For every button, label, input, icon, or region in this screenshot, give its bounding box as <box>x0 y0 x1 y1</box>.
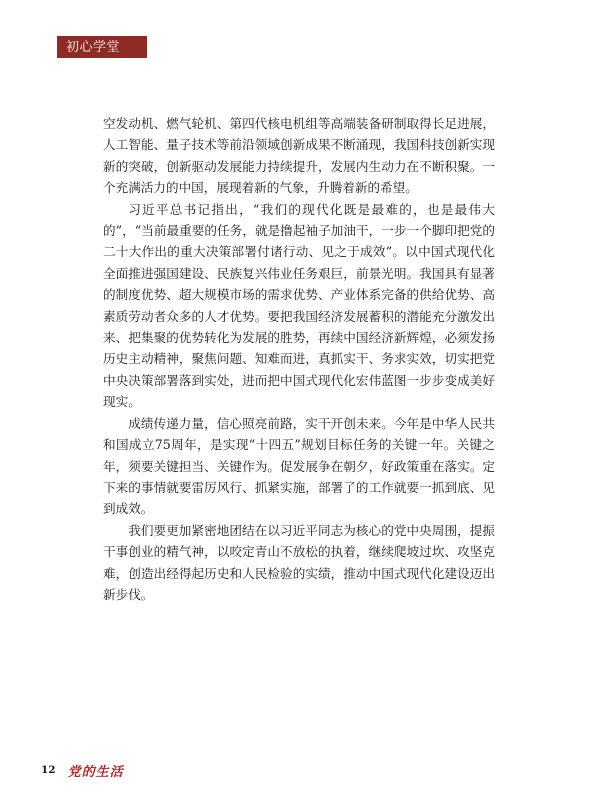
section-tab-label: 初心学堂 <box>66 39 121 55</box>
article-paragraph: 我们要更加紧密地团结在以习近平同志为核心的党中央周围，提振干事创业的精气神，以咬定青山不放松的执着，继续爬坡过坎、攻坚克难，创造出经得起历史和人民检验的实绩，推动中国式现代化建设迈出新步伐。 <box>103 522 495 602</box>
article-paragraph: 成绩传递力量，信心照亮前路，实干开创未来。今年是中华人民共和国成立75周年，是实现“十四五”规划目标任务的关键一年。关键之年，须要关键担当、关键作为。促发展争在朝夕，好政策重在落实。定下来的事情就要雷厉风行、抓紧实施，部署了的工作就要一抓到底、见到成效。 <box>103 415 495 517</box>
page-footer <box>41 760 124 780</box>
article-body <box>103 113 495 605</box>
article-paragraph: 空发动机、燃气轮机、第四代核电机组等高端装备研制取得长足进展，人工智能、量子技术等前沿领域创新成果不断涌现，我国科技创新实现新的突破，创新驱动发展能力持续提升，发展内生动力在不断积聚。一个充满活力的中国，展现着新的气象，升腾着新的希望。 <box>103 116 495 196</box>
page-number: 12 <box>41 764 56 776</box>
magazine-logo: 党的生活 <box>67 764 124 780</box>
section-tab <box>57 36 147 58</box>
article-paragraph: 习近平总书记指出，“我们的现代化既是最难的，也是最伟大的”，“当前最重要的任务，就是撸起袖子加油干，一步一个脚印把党的二十大作出的重大决策部署付诸行动、见之于成效”。以中国式现代化全面推进强国建设、民族复兴伟业任务艰巨，前景光明。我国具有显著的制度优势、超大规模市场的需求优势、产业体系完备的供给优势、高素质劳动者众多的人才优势。要把我国经济发展蓄积的潜能充分激发出来、把集聚的优势转化为发展的胜势，再续中国经济新辉煌，必须发扬历史主动精神，聚焦问题、知难而进，真抓实干、务求实效，切实把党中央决策部署落到实处，进而把中国式现代化宏伟蓝图一步步变成美好现实。 <box>103 201 495 410</box>
